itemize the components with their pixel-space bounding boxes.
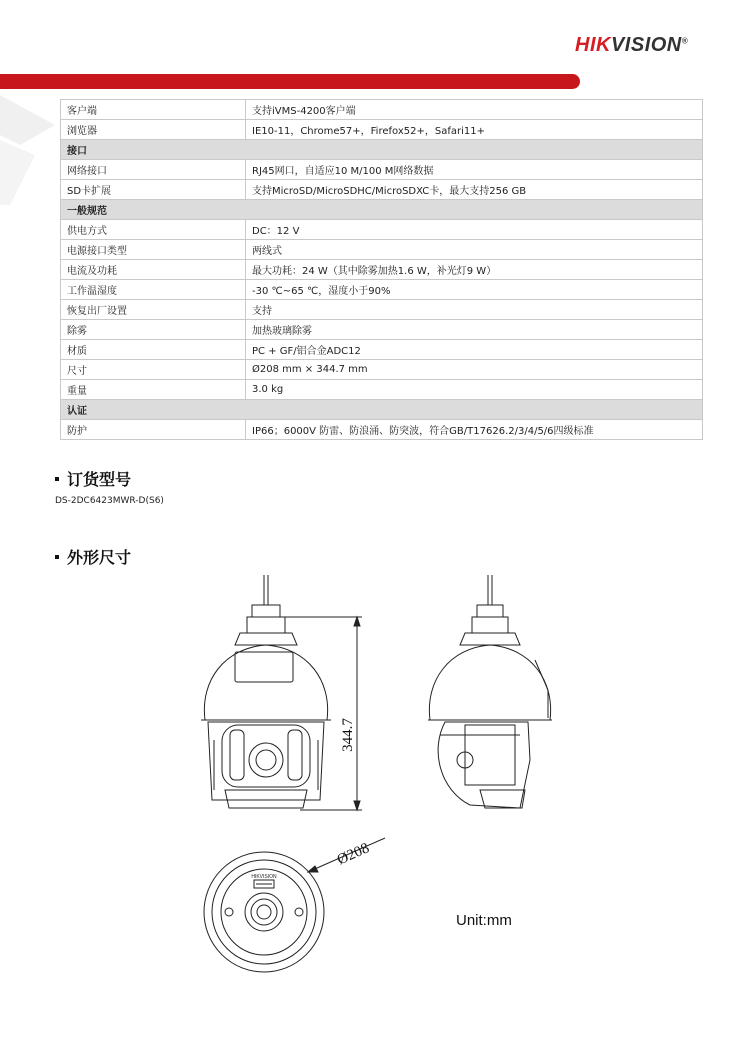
- spec-value: 两线式: [246, 240, 703, 260]
- spec-key: 防护: [61, 420, 246, 440]
- spec-key: 网络接口: [61, 160, 246, 180]
- spec-key: 电流及功耗: [61, 260, 246, 280]
- spec-key: 重量: [61, 380, 246, 400]
- spec-key: 电源接口类型: [61, 240, 246, 260]
- spec-key: 材质: [61, 340, 246, 360]
- unit-label: Unit:mm: [456, 912, 512, 929]
- section-label: 接口: [61, 140, 703, 160]
- spec-value: 支持MicroSD/MicroSDHC/MicroSDXC卡，最大支持256 GB: [246, 180, 703, 200]
- spec-key: 供电方式: [61, 220, 246, 240]
- dimensions-heading: 外形尺寸: [55, 545, 131, 568]
- spec-value: Ø208 mm × 344.7 mm: [246, 360, 703, 380]
- spec-value: 最大功耗：24 W（其中除雾加热1.6 W，补光灯9 W）: [246, 260, 703, 280]
- spec-value: 加热玻璃除雾: [246, 320, 703, 340]
- height-label: 344.7: [340, 718, 356, 752]
- bottom-view-drawing: [204, 852, 324, 972]
- diameter-label: Ø208: [334, 840, 372, 869]
- bottom-view-logo: HIKVISION: [251, 874, 277, 880]
- spec-value: PC + GF/铝合金ADC12: [246, 340, 703, 360]
- side-view-drawing: [428, 575, 552, 808]
- order-heading: 订货型号: [55, 467, 131, 490]
- spec-key: 除雾: [61, 320, 246, 340]
- spec-key: 浏览器: [61, 120, 246, 140]
- front-view-drawing: [201, 575, 331, 808]
- spec-key: 尺寸: [61, 360, 246, 380]
- model-number: DS-2DC6423MWR-D(S6): [55, 496, 164, 506]
- spec-key: 工作温湿度: [61, 280, 246, 300]
- spec-value: 支持: [246, 300, 703, 320]
- spec-value: RJ45网口，自适应10 M/100 M网络数据: [246, 160, 703, 180]
- hikvision-logo: HIKVISION®: [575, 34, 689, 56]
- section-label: 一般规范: [61, 200, 703, 220]
- spec-value: IE10-11，Chrome57+，Firefox52+，Safari11+: [246, 120, 703, 140]
- spec-key: 恢复出厂设置: [61, 300, 246, 320]
- section-label: 认证: [61, 400, 703, 420]
- spec-value: DC：12 V: [246, 220, 703, 240]
- spec-key: SD卡扩展: [61, 180, 246, 200]
- spec-key: 客户端: [61, 100, 246, 120]
- spec-value: 3.0 kg: [246, 380, 703, 400]
- spec-value: 支持iVMS-4200客户端: [246, 100, 703, 120]
- spec-value: IP66；6000V 防雷、防浪涌、防突波，符合GB/T17626.2/3/4/5/6四级标准: [246, 420, 703, 440]
- spec-value: -30 ℃~65 ℃，湿度小于90%: [246, 280, 703, 300]
